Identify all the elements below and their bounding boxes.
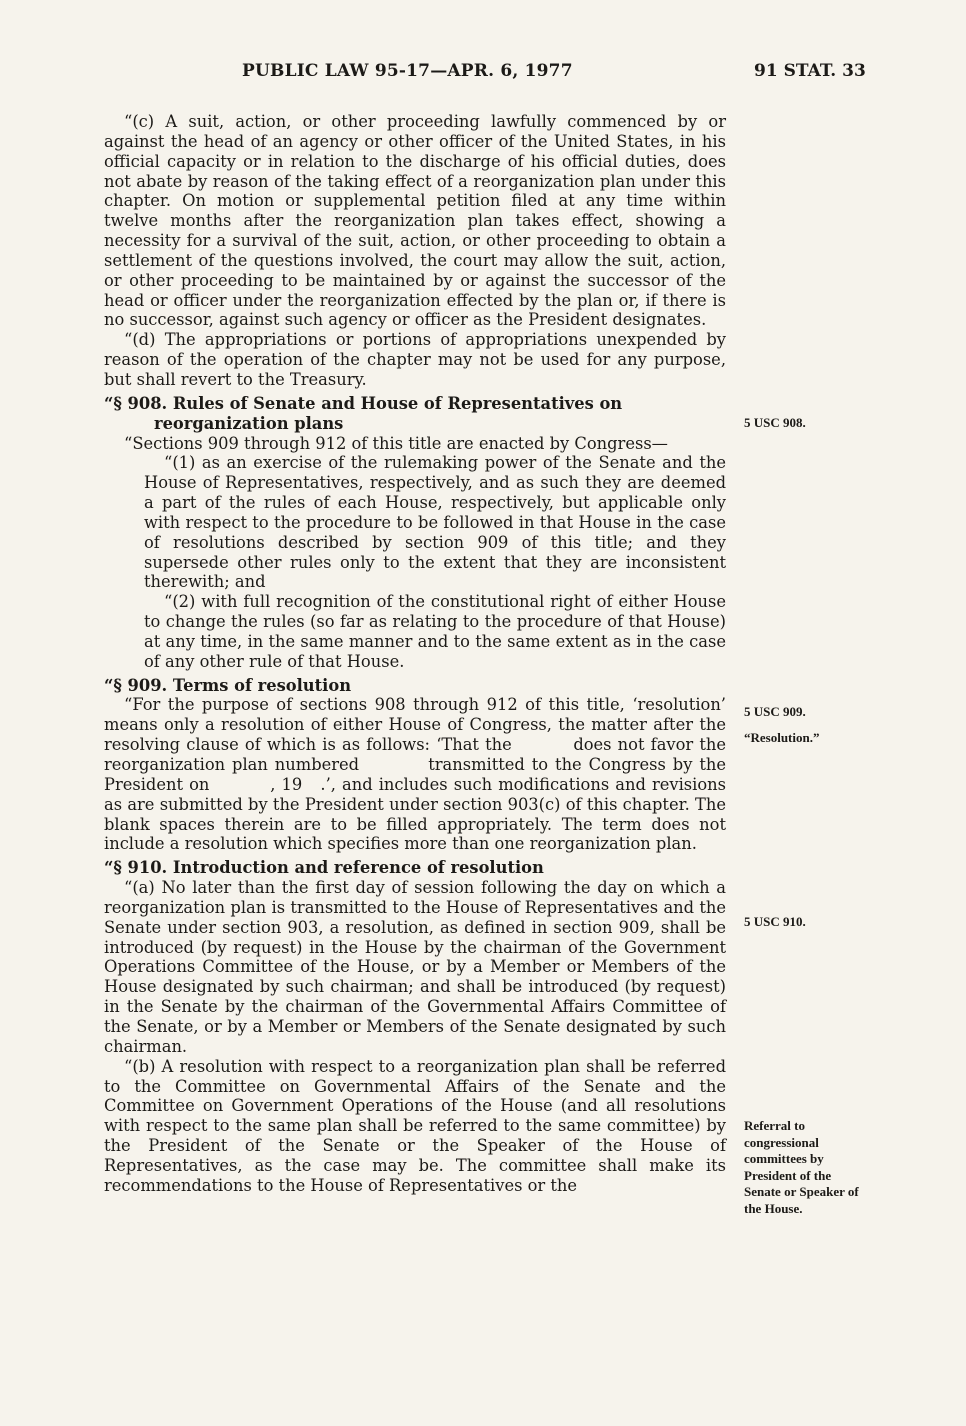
sidenote-5-usc-910: 5 USC 910.	[744, 914, 806, 929]
section-910-paragraph-b: “(b) A resolution with respect to a reorganization plan shall be referred to the Committee on Governmental Affairs of the Senate and the Committee on Government Operations of the House (and all resolutions with respect to the same plan shall be referred to the same committee) by the President of the Senate or the Speaker of the House of Representatives, as the case may be. The committee shall make its recommendations to the House of Representatives or the	[104, 1056, 726, 1195]
body-text	[104, 112, 732, 1196]
section-908-intro: “Sections 909 through 912 of this title are enacted by Congress—	[124, 433, 668, 453]
section-908-heading: “§ 908. Rules of Senate and House of Representatives on reorganization plans	[104, 393, 623, 433]
section-909-text: “For the purpose of sections 908 through 912 of this title, ‘resolution’ means only a resolution of either House of Congress, the matter after the resolving clause of which is as follows: ‘That the does not favor the reorganization plan numbered transmitted to the Congress by the President on , 19 .’, and includes such modifications and revisions as are submitted by the President under section 903(c) of this chapter. The blank spaces therein are to be filled appropriately. The term does not include a resolution which specifies more than one reorganization plan.	[104, 695, 732, 854]
sidenote-referral-to-committees: Referral to congressional committees by President of the Senate or Speaker of the House.	[744, 1118, 859, 1216]
paragraph-c: “(c) A suit, action, or other proceeding lawfully commenced by or against the head of an agency or other officer of the United States, in his official capacity or in relation to the discharge of his official duties, does not abate by reason of the taking effect of a reorganization plan under this chapter. On motion or supplemental petition filed at any time within twelve months after the reorganization plan takes effect, showing a necessity for a survival of the suit, action, or other proceeding to obtain a settlement of the questions involved, the court may allow the suit, action, or other proceeding to be maintained by or against the successor of the head or officer under the reorganization effected by the plan or, if there is no successor, against such agency or officer as the President designates.	[104, 112, 726, 330]
section-908-clause-1: “(1) as an exercise of the rulemaking power of the Senate and the House of Representatives, respectively, and as such they are deemed a part of the rules of each House, respectively, but applicable only with respect to the procedure to be followed in that House in the case of resolutions described by section 909 of this title; and they supersede other rules only to the extent that they are inconsistent therewith; and	[144, 453, 726, 592]
statute-page-reference: 91 STAT. 33	[754, 61, 866, 81]
sidenote-5-usc-908: 5 USC 908.	[744, 415, 806, 430]
section-910-heading: “§ 910. Introduction and reference of resolution	[104, 858, 544, 878]
section-910-paragraph-a: “(a) No later than the first day of session following the day on which a reorganization plan is transmitted to the House of Representatives and the Senate under section 903, a resolution, as defined in section 909, shall be introduced (by request) in the House by the chairman of the Government Operations Committee of the House, or by a Member or Members of the House designated by such chairman; and shall be introduced (by request) in the Senate by the chairman of the Governmental Affairs Committee of the Senate, or by a Member or Members of the Senate designated by such chairman.	[104, 878, 726, 1056]
paragraph-d: “(d) The appropriations or portions of appropriations unexpended by reason of the operation of the chapter may not be used for any purpose, but shall revert to the Treasury.	[104, 330, 726, 389]
running-head: PUBLIC LAW 95-17—APR. 6, 1977	[242, 61, 573, 81]
section-908-clause-2: “(2) with full recognition of the constitutional right of either House to change the rules (so far as relating to the procedure of that House) at any time, in the same manner and to the same extent as in the case of any other rule of that House.	[144, 592, 726, 671]
section-909-heading: “§ 909. Terms of resolution	[104, 675, 352, 695]
sidenote-resolution: “Resolution.”	[744, 730, 820, 745]
sidenote-5-usc-909: 5 USC 909.	[744, 704, 806, 719]
